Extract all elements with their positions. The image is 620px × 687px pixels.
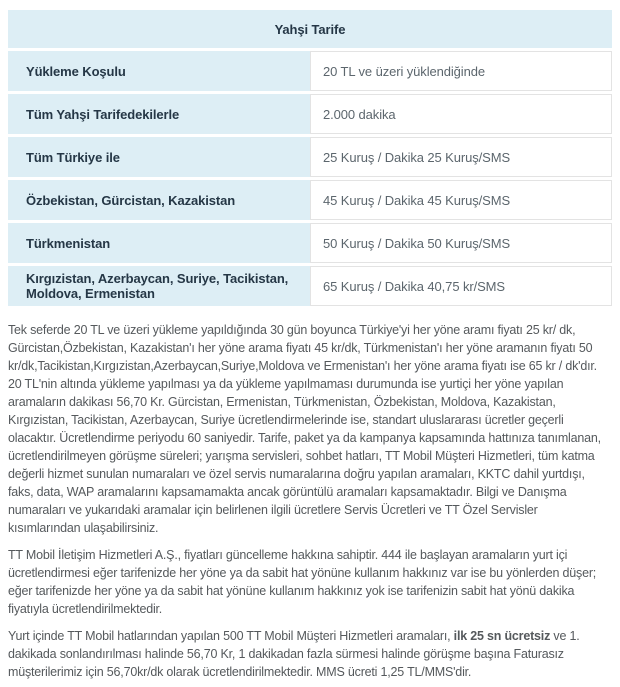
- free-25-seconds-highlight: ilk 25 sn ücretsiz: [453, 629, 551, 643]
- row-value: 45 Kuruş / Dakika 45 Kuruş/SMS: [310, 180, 612, 220]
- table-row: [8, 51, 612, 91]
- legal-paragraph-customer-service-start: Yurt içinde TT Mobil hatlarından yapılan 500 TT Mobil Müşteri Hizmetleri aramaları,: [8, 629, 454, 643]
- row-label: Yükleme Koşulu: [8, 51, 310, 91]
- row-value: 65 Kuruş / Dakika 40,75 kr/SMS: [310, 266, 612, 306]
- table-row: [8, 137, 612, 177]
- legal-paragraph-customer-service-end: ve 1. dakikada sonlandırılması halinde 56,70 Kr, 1 dakikadan fazla sürmesi halinde görüşme başına Faturasız müşterilerimiz için 56,70kr/dk olarak ücretlendirilmektedir. MMS ücreti 1,25 TL/MMS'dir.: [8, 629, 580, 679]
- legal-text: [8, 321, 612, 681]
- legal-paragraph-pricing: Tek seferde 20 TL ve üzeri yükleme yapıldığında 30 gün boyunca Türkiye'yi her yöne aramı fiyatı 25 kr/ dk, Gürcistan,Özbekistan, Kazakistan'ı her yöne arama fiyatı 45 kr/dk, Türkmenistan'ı her yöne aramanın fiyatı 50 kr/dk,Tacikistan,Kırgızistan,Azerbaycan,Suriye,Moldova ve Ermenistan'ı her yöne arama fiyatı ise 65 kr / dk'dır. 20 TL'nin altında yükleme yapılması ya da yükleme yapılmaması durumunda ise yurtiçi her yöne yapılan aramaların dakikası 56,70 Kr. Gürcistan, Ermenistan, Türkmenistan, Özbekistan, Moldova, Kazakistan, Kırgızistan, Tacikistan, Azerbaycan, Suriye ücretlendirmelerinde ise, standart uluslararası ücretler geçerli olacaktır. Ücretlendirme periyodu 60 saniyedir. Tarife, paket ya da kampanya kapsamında hattınıza tanımlanan, ücretlendirilmeyen görüşme süreleri; yarışma servisleri, sohbet hatları, TT Mobil Müşteri Hizmetleri, tüm katma değerli hizmet sunulan numaraları ve özel servis numaralarına doğru yapılan aramaları, KKTC dahil yurtdışı, faks, data, WAP aramalarını kapsamamakta ancak görüntülü aramaları kapsamaktadır. Bilgi ve Danışma numaraları ve yukarıdaki aramalar için belirlenen ilgili ücretlere Servis Ücretleri ve TT Özel Servisler kısımlarından ulaşabilirsiniz.: [8, 323, 601, 535]
- tariff-table: [8, 7, 612, 309]
- table-row: [8, 180, 612, 220]
- table-row: [8, 266, 612, 306]
- row-value: 20 TL ve üzeri yüklendiğinde: [310, 51, 612, 91]
- row-value: 25 Kuruş / Dakika 25 Kuruş/SMS: [310, 137, 612, 177]
- row-label: Özbekistan, Gürcistan, Kazakistan: [8, 180, 310, 220]
- table-title: Yahşi Tarife: [8, 10, 612, 48]
- table-row: [8, 94, 612, 134]
- table-header-row: [8, 10, 612, 48]
- row-label: Türkmenistan: [8, 223, 310, 263]
- row-value: 50 Kuruş / Dakika 50 Kuruş/SMS: [310, 223, 612, 263]
- row-value: 2.000 dakika: [310, 94, 612, 134]
- row-label: Tüm Türkiye ile: [8, 137, 310, 177]
- table-row: [8, 223, 612, 263]
- row-label: Tüm Yahşi Tarifedekilerle: [8, 94, 310, 134]
- legal-paragraph-444: TT Mobil İletişim Hizmetleri A.Ş., fiyatları güncelleme hakkına sahiptir. 444 ile başlayan aramaların yurt içi ücretlendirmesi eğer tarifenizde her yöne ya da sabit hat yönüne kullanım hakkınız var ise bu yönlerden düşer; eğer tarifenizde her yöne ya da sabit hat yönüne kullanım hakkınız yok ise tarifenizin sabit hat yönü dakika fiyatıyla ücretlendirilmektedir.: [8, 548, 597, 616]
- row-label: Kırgızistan, Azerbaycan, Suriye, Tacikistan, Moldova, Ermenistan: [8, 266, 310, 306]
- legal-paragraph-customer-service: [8, 627, 612, 681]
